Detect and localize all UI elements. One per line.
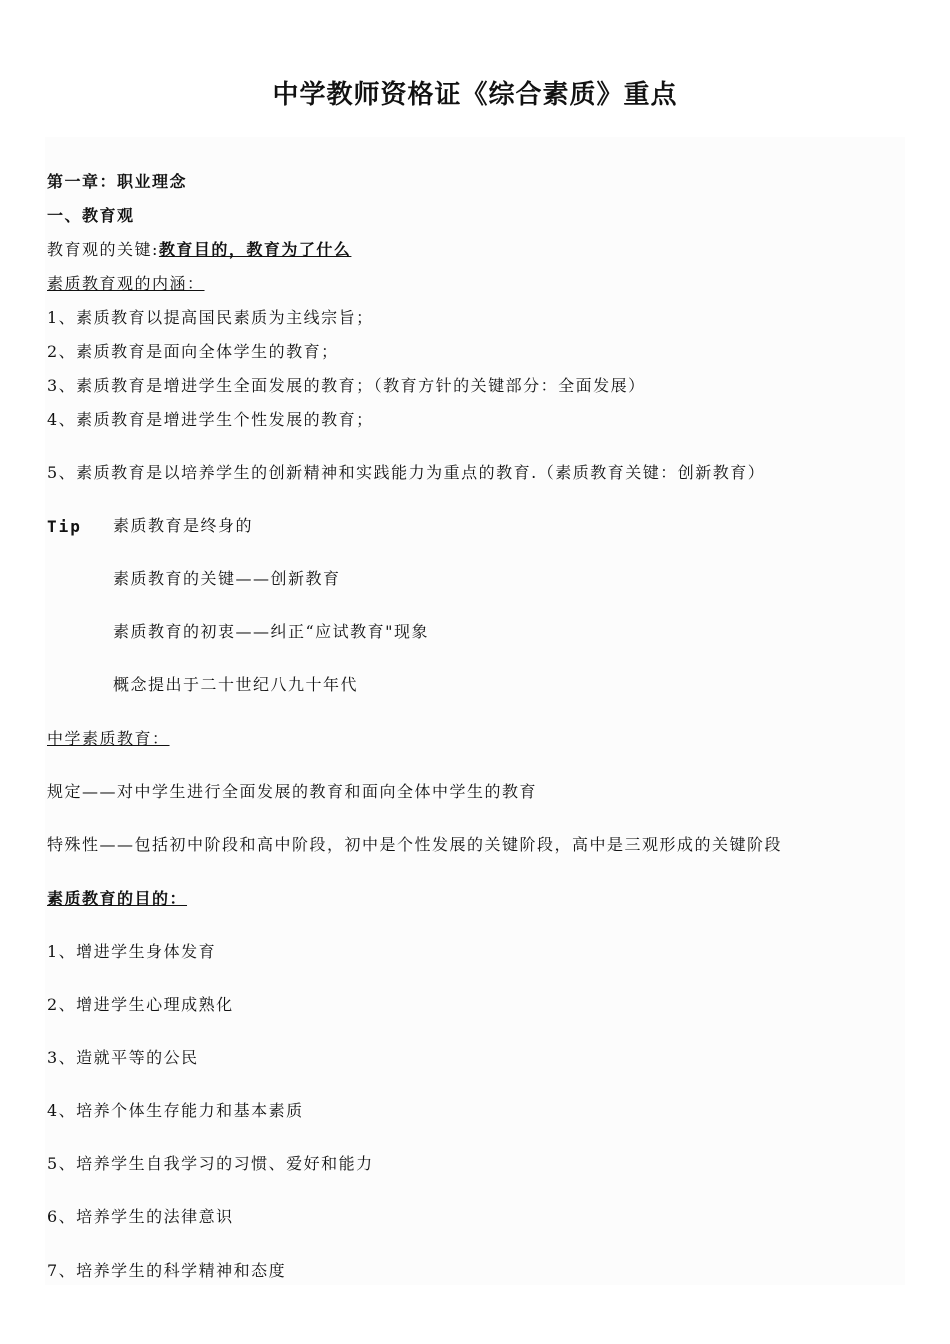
goals-heading: 素质教育的目的： — [47, 889, 188, 908]
tip-line: 素质教育是终身的 — [113, 516, 254, 535]
goal-item: 7、培养学生的科学精神和态度 — [47, 1261, 287, 1280]
connotation-item: 3、素质教育是增进学生全面发展的教育；（教育方针的关键部分：全面发展） — [47, 376, 646, 395]
connotation-item: 5、素质教育是以培养学生的创新精神和实践能力为重点的教育.（素质教育关键：创新教育） — [47, 463, 766, 482]
goal-item: 3、造就平等的公民 — [47, 1048, 199, 1067]
middle-school-heading: 中学素质教育： — [47, 729, 170, 748]
tip-line: 素质教育的关键——创新教育 — [113, 569, 341, 588]
chapter-heading: 第一章：职业理念 — [47, 172, 188, 191]
key-line — [47, 239, 351, 261]
tip-line: 素质教育的初衷——纠正“应试教育"现象 — [113, 622, 430, 641]
goal-item: 2、增进学生心理成熟化 — [47, 995, 234, 1014]
tip-label: Tip — [47, 517, 82, 536]
section-heading: 一、教育观 — [47, 206, 135, 225]
goal-item: 1、增进学生身体发育 — [47, 942, 217, 961]
goal-item: 4、培养个体生存能力和基本素质 — [47, 1101, 304, 1120]
goal-item: 5、培养学生自我学习的习惯、爱好和能力 — [47, 1154, 374, 1173]
page-title: 中学教师资格证《综合素质》重点 — [272, 80, 678, 110]
middle-school-item: 规定——对中学生进行全面发展的教育和面向全体中学生的教育 — [47, 782, 538, 801]
goal-item: 6、培养学生的法律意识 — [47, 1207, 234, 1226]
tip-line: 概念提出于二十世纪八九十年代 — [113, 675, 359, 694]
connotation-item: 2、素质教育是面向全体学生的教育； — [47, 342, 339, 361]
connotation-heading: 素质教育观的内涵： — [47, 274, 205, 293]
key-prefix: 教育观的关键: — [47, 240, 159, 259]
key-emphasis: 教育目的，教育为了什么 — [158, 240, 352, 259]
connotation-item: 1、素质教育以提高国民素质为主线宗旨； — [47, 308, 374, 327]
middle-school-item: 特殊性——包括初中阶段和高中阶段，初中是个性发展的关键阶段，高中是三观形成的关键阶段 — [47, 835, 783, 854]
connotation-item: 4、素质教育是增进学生个性发展的教育； — [47, 410, 374, 429]
